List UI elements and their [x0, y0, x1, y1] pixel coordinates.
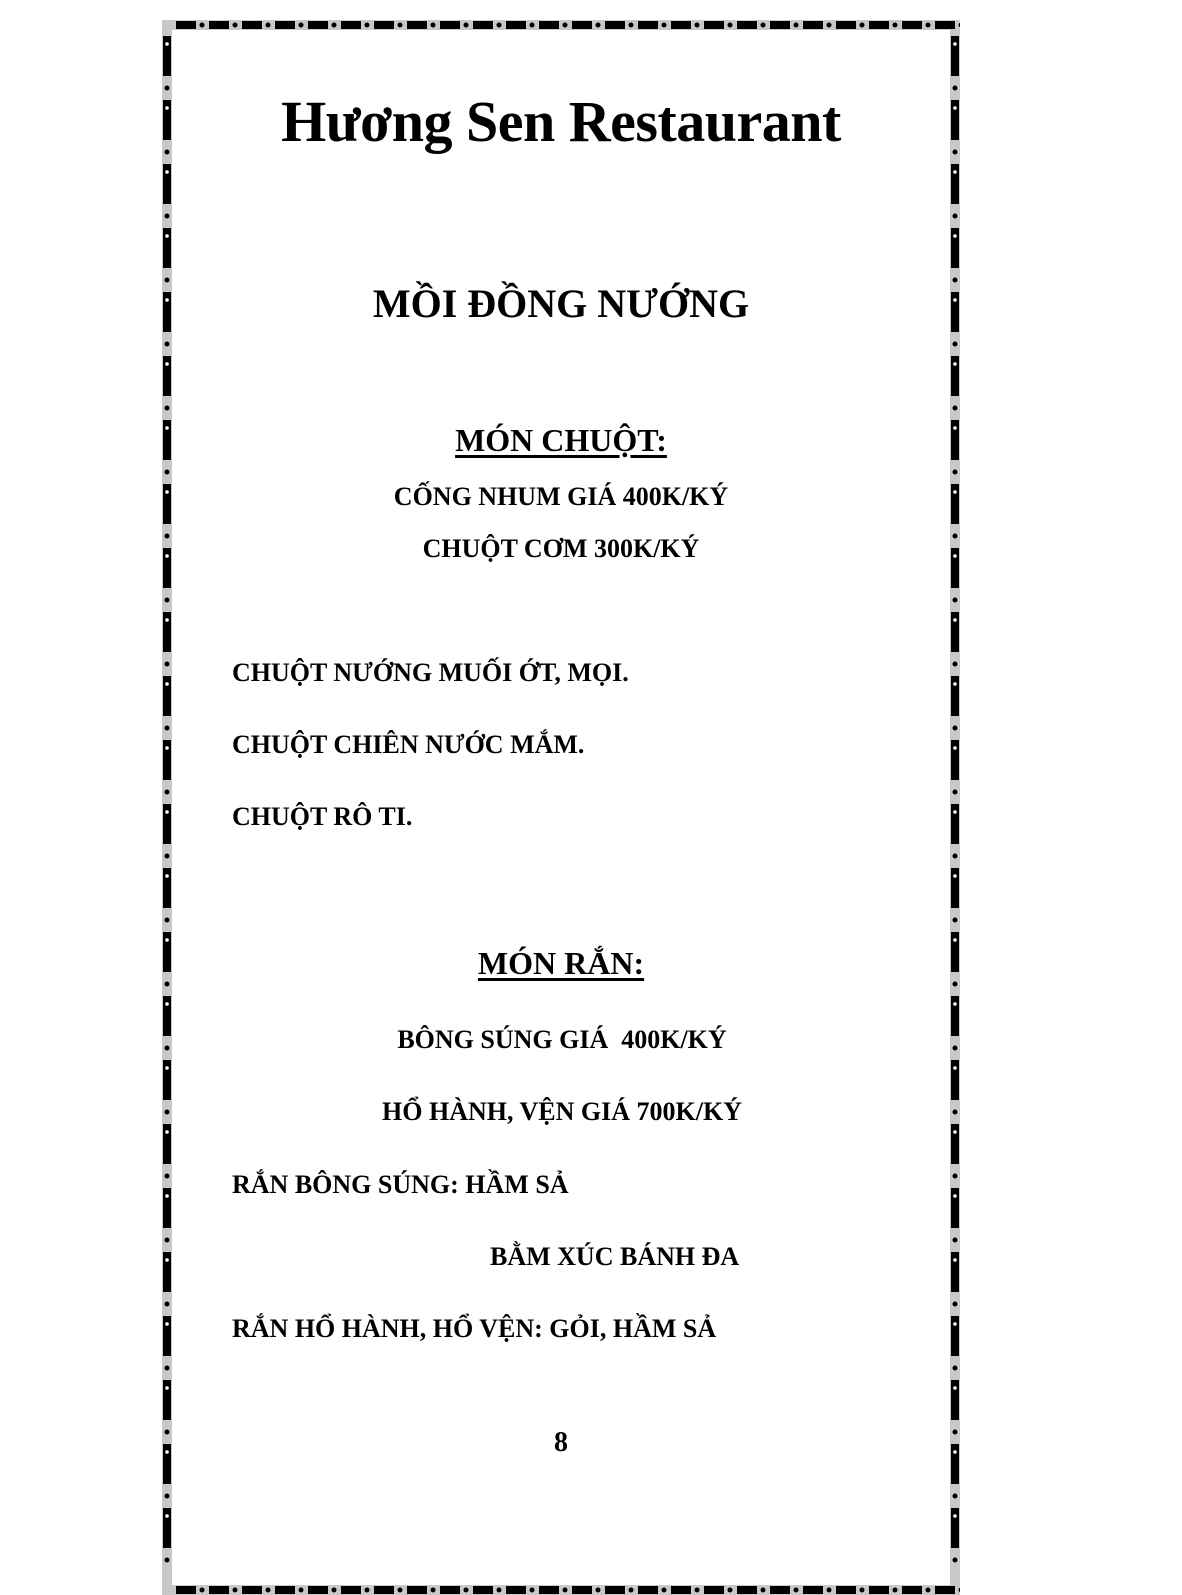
rat-section-heading: MÓN CHUỘT: — [455, 422, 667, 458]
snake-dish-item: RẮN HỔ HÀNH, HỔ VỆN: GỎI, HẦM SẢ — [232, 1314, 717, 1343]
rat-dish-item: CHUỘT NƯỚNG MUỐI ỚT, MỌI. — [232, 658, 629, 687]
rat-price-line: CHUỘT CƠM 300K/KÝ — [422, 534, 700, 563]
snake-dish-item: RẮN BÔNG SÚNG: HẦM SẢ — [232, 1170, 569, 1199]
rat-dish-item: CHUỘT RÔ TI. — [232, 802, 413, 831]
snake-price-line: BÔNG SÚNG GIÁ 400K/KÝ — [397, 1025, 727, 1054]
rat-dish-item: CHUỘT CHIÊN NƯỚC MẮM. — [232, 730, 585, 759]
snake-section-heading: MÓN RẮN: — [477, 945, 645, 981]
section-title: MỒI ĐỒNG NƯỚNG — [372, 281, 750, 326]
snake-dish-item: BẰM XÚC BÁNH ĐA — [490, 1242, 740, 1271]
rat-price-line: CỐNG NHUM GIÁ 400K/KÝ — [393, 482, 729, 511]
restaurant-title: Hương Sen Restaurant — [281, 89, 841, 154]
snake-price-line: HỔ HÀNH, VỆN GIÁ 700K/KÝ — [382, 1097, 742, 1126]
page-number: 8 — [554, 1427, 568, 1458]
